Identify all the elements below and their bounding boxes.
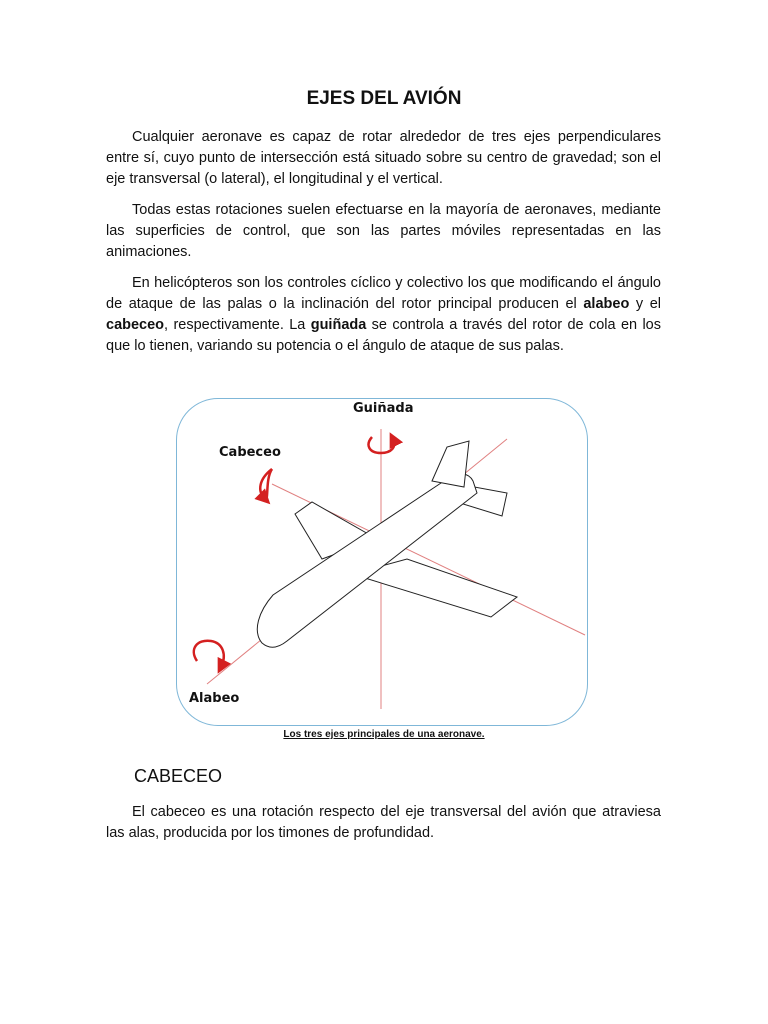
roll-arrow	[194, 641, 224, 667]
vertical-stabilizer	[432, 441, 469, 487]
term-cabeceo: cabeceo	[106, 317, 165, 333]
airplane-outline	[257, 441, 517, 647]
paragraph-text: , respectivamente. La	[164, 317, 311, 333]
term-alabeo: alabeo	[583, 296, 630, 312]
fuselage	[257, 474, 477, 647]
label-yaw: Guiñada	[353, 401, 414, 416]
figure-caption: Los tres ejes principales de una aeronave.	[283, 729, 485, 740]
label-pitch: Cabeceo	[219, 445, 281, 460]
section-title: CABECEO	[134, 766, 223, 786]
term-guinada: guiñada	[310, 317, 367, 333]
paragraph-cabeceo: El cabeceo es una rotación respecto del eje transversal del avión que atraviesa las alas, producida por los timones de profundidad.	[106, 804, 661, 841]
paragraph-helicopters	[106, 273, 661, 357]
label-roll: Alabeo	[189, 691, 240, 706]
aircraft-axes-figure	[176, 398, 588, 726]
paragraph-intro: Cualquier aeronave es capaz de rotar alrededor de tres ejes perpendiculares entre sí, cuyo punto de intersección está situado sobre su centro de gravedad; son el eje transversal (o lateral), el longitudinal y el vertical.	[106, 129, 661, 187]
paragraph-text: se controla a través del rotor de cola en los que lo tienen, variando su potencia o el ángulo de ataque de sus palas.	[106, 317, 661, 354]
page-title: EJES DEL AVIÓN	[306, 88, 462, 109]
paragraph-rotations: Todas estas rotaciones suelen efectuarse en la mayoría de aeronaves, mediante las superficies de control, que son las partes móviles representadas en las animaciones.	[106, 202, 661, 260]
paragraph-text: y el	[629, 296, 661, 312]
paragraph-text: En helicópteros son los controles cíclico y colectivo los que modificando el ángulo de ataque de las palas o la inclinación del rotor principal producen el	[106, 275, 661, 312]
